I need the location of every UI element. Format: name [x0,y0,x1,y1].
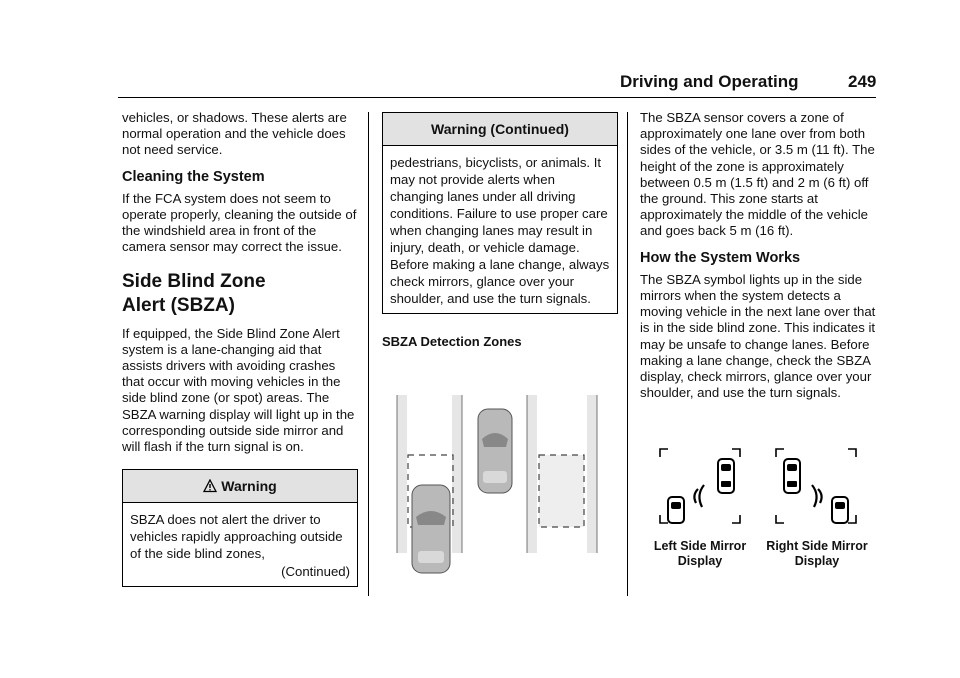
sbza-paragraph: If equipped, the Side Blind Zone Alert system is a lane-changing aid that assists drivers with avoiding crashes that occur with moving vehicles in the side blind zone (or spot) areas. The SBZA warning display will light up in the corresponding outside side mirror and will flash if the turn signal is on. [122,325,355,455]
warning-continued-body [383,146,617,313]
sbza-heading-line1: Side Blind Zone [122,270,266,292]
sbza-heading [122,270,358,318]
left-caption-line1: Left Side Mirror [653,539,747,553]
right-side-mirror-display-icon [772,445,862,529]
car-rear-icon [832,497,848,523]
car-front-icon [718,459,734,493]
warning-header [123,470,357,503]
header-rule [118,97,876,98]
right-caption-line2: Display [794,554,840,568]
sbza-heading-line2: Alert (SBZA) [122,294,235,316]
warning-continued-text: pedestrians, bicyclists, or animals. It may not provide alerts when changing lanes under all driving conditions. Failure to use proper care when changing lanes may result in injury, death, or vehicle damage. Before making a lane change, always check mirrors, glance over your shoulder, and use the turn signals. [390,155,610,306]
how-paragraph: The SBZA symbol lights up in the side mirrors when the system detects a moving vehicle in the next lane over that is in the side blind zone. This indicates it may be unsafe to change lanes. Before making a lane change, check the SBZA display, check mirrors, glance over your shoulder, and use the turn signals. [640,271,876,401]
column-1 [122,110,358,587]
left-mirror-caption [640,539,760,569]
column-divider [627,112,628,596]
sbza-detection-zones-illustration [394,395,600,575]
continued-label: (Continued) [281,564,350,580]
right-mirror-caption [757,539,877,569]
warning-triangle-icon [203,479,217,493]
center-car [478,409,512,493]
left-lane-car [412,485,450,573]
cleaning-heading: Cleaning the System [122,168,265,185]
warning-continued-box [382,112,618,314]
car-rear-icon [668,497,684,523]
column-3 [640,110,880,401]
warning-title: Warning [221,478,277,495]
car-front-icon [784,459,800,493]
column-2 [382,112,618,350]
how-heading: How the System Works [640,249,801,266]
signal-waves-icon [694,485,704,507]
left-caption-line2: Display [677,554,723,568]
column-divider [368,112,369,596]
right-caption-line1: Right Side Mirror [766,539,868,553]
figure-label: SBZA Detection Zones [382,334,522,349]
cleaning-paragraph: If the FCA system does not seem to operate properly, cleaning the outside of the windshield area in front of the camera sensor may correct the issue. [122,190,357,255]
warning-continued-header: Warning (Continued) [383,113,617,146]
signal-waves-icon [812,485,822,507]
warning-body [123,503,357,586]
running-header-title: Driving and Operating [620,72,799,91]
left-side-mirror-display-icon [656,445,746,529]
intro-paragraph: vehicles, or shadows. These alerts are normal operation and the vehicle does not need service. [122,110,347,158]
page-number: 249 [848,72,877,91]
zone-paragraph: The SBZA sensor covers a zone of approximately one lane over from both sides of the vehicle, or 3.5 m (11 ft). The height of the zone is approximately between 0.5 m (1.5 ft) and 2 m (6 ft) off the ground. This zone starts at approximately the middle of the vehicle and goes back 5 m (16 ft). [640,110,875,239]
warning-box [122,469,358,587]
warning-text: SBZA does not alert the driver to vehicles rapidly approaching outside of the side blind zones, [130,512,343,562]
